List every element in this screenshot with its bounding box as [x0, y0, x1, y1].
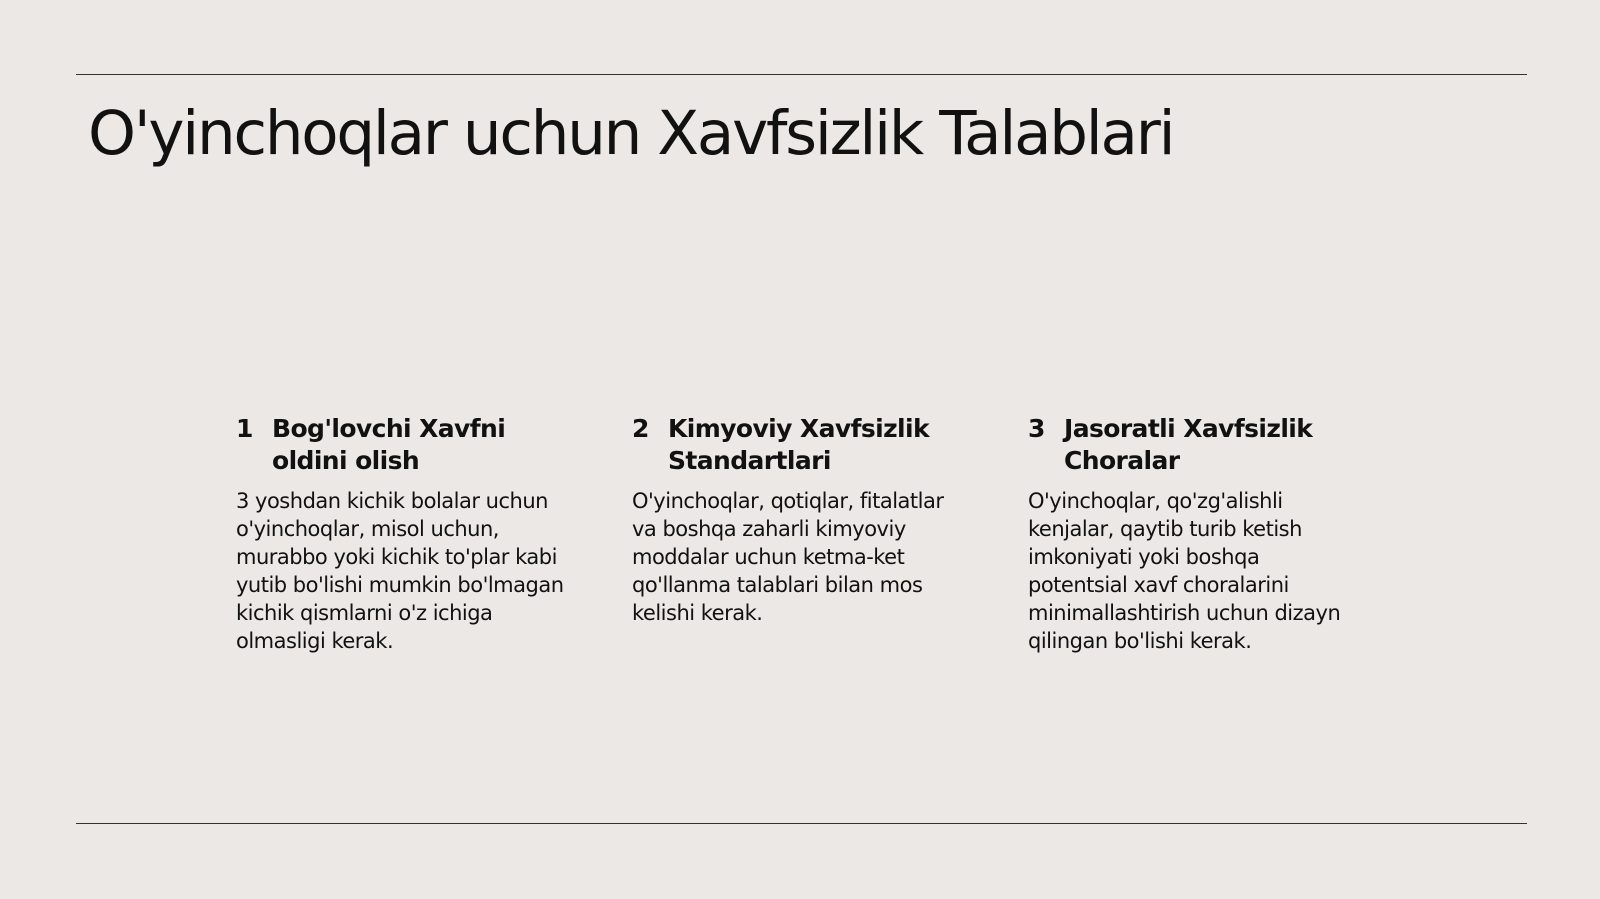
- requirement-number: 1: [236, 414, 253, 443]
- requirement-item-2: [632, 413, 972, 627]
- requirement-description: 3 yoshdan kichik bolalar uchun o'yinchoqlar, misol uchun, murabbo yoki kichik to'plar kabi yutib bo'lishi mumkin bo'lmagan kichik qismlarni o'z ichiga olmasligi kerak.: [236, 489, 564, 653]
- slide-title: O'yinchoqlar uchun Xavfsizlik Talablari: [88, 98, 1174, 169]
- requirement-number: 3: [1028, 414, 1045, 443]
- requirement-head: [1028, 413, 1368, 477]
- requirement-item-1: [236, 413, 576, 655]
- requirement-item-3: [1028, 413, 1368, 655]
- requirement-head: [632, 413, 972, 477]
- requirement-description: O'yinchoqlar, qo'zg'alishli kenjalar, qaytib turib ketish imkoniyati yoki boshqa potentsial xavf choralarini minimallashtirish uchun dizayn qilingan bo'lishi kerak.: [1028, 489, 1341, 653]
- requirement-number: 2: [632, 414, 649, 443]
- bottom-divider: [76, 823, 1527, 824]
- requirement-head: [236, 413, 576, 477]
- requirement-heading: Jasoratli Xavfsizlik Choralar: [1064, 414, 1313, 475]
- top-divider: [76, 74, 1527, 75]
- requirement-heading: Kimyoviy Xavfsizlik Standartlari: [668, 414, 930, 475]
- requirement-heading: Bog'lovchi Xavfni oldini olish: [272, 414, 506, 475]
- requirement-description: O'yinchoqlar, qotiqlar, fitalatlar va boshqa zaharli kimyoviy moddalar uchun ketma-ket qo'llanma talablari bilan mos kelishi kerak.: [632, 489, 944, 625]
